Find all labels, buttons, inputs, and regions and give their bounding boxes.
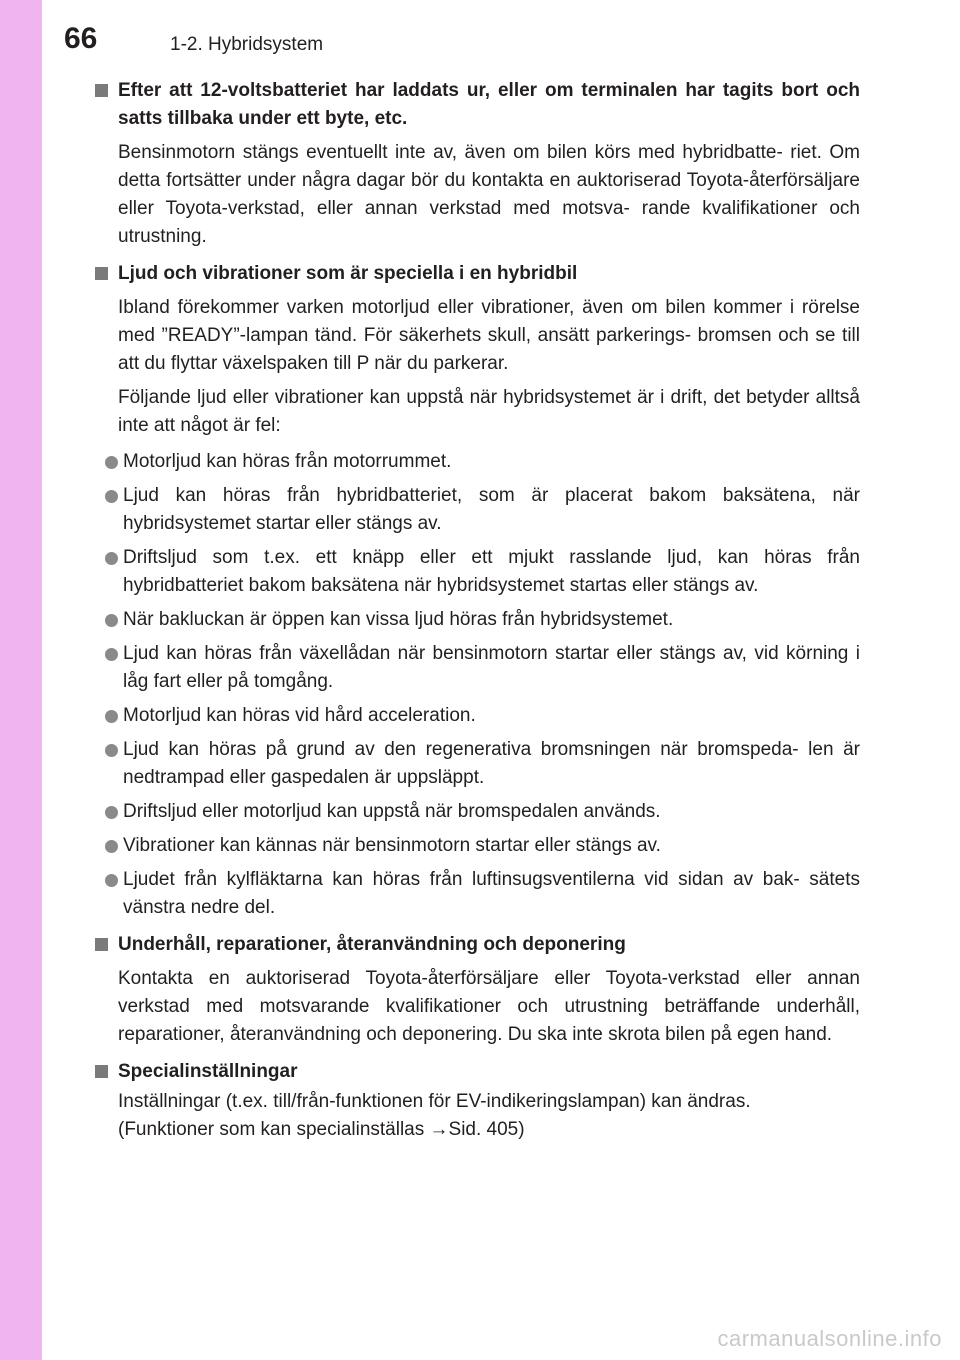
square-bullet-icon bbox=[95, 938, 108, 951]
list-item bbox=[105, 702, 860, 730]
watermark: carmanualsonline.info bbox=[717, 1326, 942, 1351]
list-item bbox=[105, 482, 860, 538]
list-item-text: Ljudet från kylfläktarna kan höras från luftinsugsventilerna vid sidan av bak- sätets vänstra nedre del. bbox=[123, 869, 860, 918]
section-heading bbox=[95, 77, 860, 133]
circle-bullet-icon bbox=[105, 648, 118, 661]
paragraph: Kontakta en auktoriserad Toyota-återförsäljare eller Toyota-verkstad eller annan verkstad med motsvarande kvalifikationer och utrustning beträffande underhåll, reparationer, återanvändning och deponering. Du ska inte skrota bilen på egen hand. bbox=[118, 968, 860, 1045]
circle-bullet-icon bbox=[105, 806, 118, 819]
section-custom-settings bbox=[95, 1058, 860, 1144]
list-item-text: När bakluckan är öppen kan vissa ljud höras från hybridsystemet. bbox=[123, 609, 674, 630]
section-title: 1-2. Hybridsystem bbox=[170, 34, 324, 55]
section-heading bbox=[95, 1058, 860, 1086]
square-bullet-icon bbox=[95, 1065, 108, 1078]
list-item-text: Ljud kan höras från växellådan när bensinmotorn startar eller stängs av, vid körning i låg fart eller på tomgång. bbox=[123, 643, 860, 692]
circle-bullet-icon bbox=[105, 614, 118, 627]
circle-bullet-icon bbox=[105, 840, 118, 853]
section-heading bbox=[95, 931, 860, 959]
list-item bbox=[105, 544, 860, 600]
page-number: 66 bbox=[64, 22, 98, 55]
circle-bullet-icon bbox=[105, 744, 118, 757]
list-item-text: Ljud kan höras från hybridbatteriet, som är placerat bakom baksätena, när hybridsystemet startar eller stängs av. bbox=[123, 485, 860, 534]
paragraph: Inställningar (t.ex. till/från-funktionen för EV-indikeringslampan) kan ändras. bbox=[118, 1091, 751, 1112]
circle-bullet-icon bbox=[105, 552, 118, 565]
list-item bbox=[105, 606, 860, 634]
square-bullet-icon bbox=[95, 267, 108, 280]
side-color-strip bbox=[0, 0, 42, 1360]
circle-bullet-icon bbox=[105, 874, 118, 887]
list-item bbox=[105, 736, 860, 792]
bullet-list bbox=[105, 448, 860, 922]
list-item bbox=[105, 448, 860, 476]
list-item bbox=[105, 798, 860, 826]
page-content bbox=[95, 77, 860, 1153]
section-sounds-vibrations bbox=[95, 260, 860, 922]
circle-bullet-icon bbox=[105, 490, 118, 503]
list-item bbox=[105, 866, 860, 922]
paragraph: Följande ljud eller vibrationer kan uppstå när hybridsystemet är i drift, det betyder alltså inte att något är fel: bbox=[118, 387, 860, 436]
circle-bullet-icon bbox=[105, 456, 118, 469]
section-battery-reset bbox=[95, 77, 860, 251]
heading-text: Ljud och vibrationer som är speciella i en hybridbil bbox=[118, 263, 578, 284]
heading-text: Underhåll, reparationer, återanvändning och deponering bbox=[118, 934, 626, 955]
heading-text: Efter att 12-voltsbatteriet har laddats ur, eller om terminalen har tagits bort och satts tillbaka under ett byte, etc. bbox=[118, 80, 860, 129]
heading-text: Specialinställningar bbox=[118, 1061, 298, 1082]
list-item bbox=[105, 832, 860, 860]
list-item-text: Driftsljud som t.ex. ett knäpp eller ett mjukt rasslande ljud, kan höras från hybridbatteriet bakom baksätena när hybridsystemet startas eller stängs av. bbox=[123, 547, 860, 596]
paragraph: Bensinmotorn stängs eventuellt inte av, även om bilen körs med hybridbatte- riet. Om detta fortsätter under några dagar bör du kontakta en auktoriserad Toyota-återförsäljare eller Toyota-verkstad, eller annan verkstad med motsva- rande kvalifikationer och utrustning. bbox=[118, 142, 860, 247]
square-bullet-icon bbox=[95, 84, 108, 97]
section-heading bbox=[95, 260, 860, 288]
list-item-text: Vibrationer kan kännas när bensinmotorn startar eller stängs av. bbox=[123, 835, 661, 856]
section-maintenance bbox=[95, 931, 860, 1049]
list-item-text: Motorljud kan höras vid hård acceleration. bbox=[123, 705, 476, 726]
list-item-text: Motorljud kan höras från motorrummet. bbox=[123, 451, 452, 472]
circle-bullet-icon bbox=[105, 710, 118, 723]
paragraph: Ibland förekommer varken motorljud eller vibrationer, även om bilen kommer i rörelse med ”READY”-lampan tänd. För säkerhets skull, ansätt parkerings- bromsen och se till att du flyttar växelspaken till P när du parkerar. bbox=[118, 297, 860, 374]
list-item bbox=[105, 640, 860, 696]
list-item-text: Driftsljud eller motorljud kan uppstå när bromspedalen används. bbox=[123, 801, 661, 822]
list-item-text: Ljud kan höras på grund av den regenerativa bromsningen när bromspeda- len är nedtrampad eller gaspedalen är uppsläppt. bbox=[123, 739, 860, 788]
page-reference: (Funktioner som kan specialinställas →Sid. 405) bbox=[118, 1119, 525, 1140]
